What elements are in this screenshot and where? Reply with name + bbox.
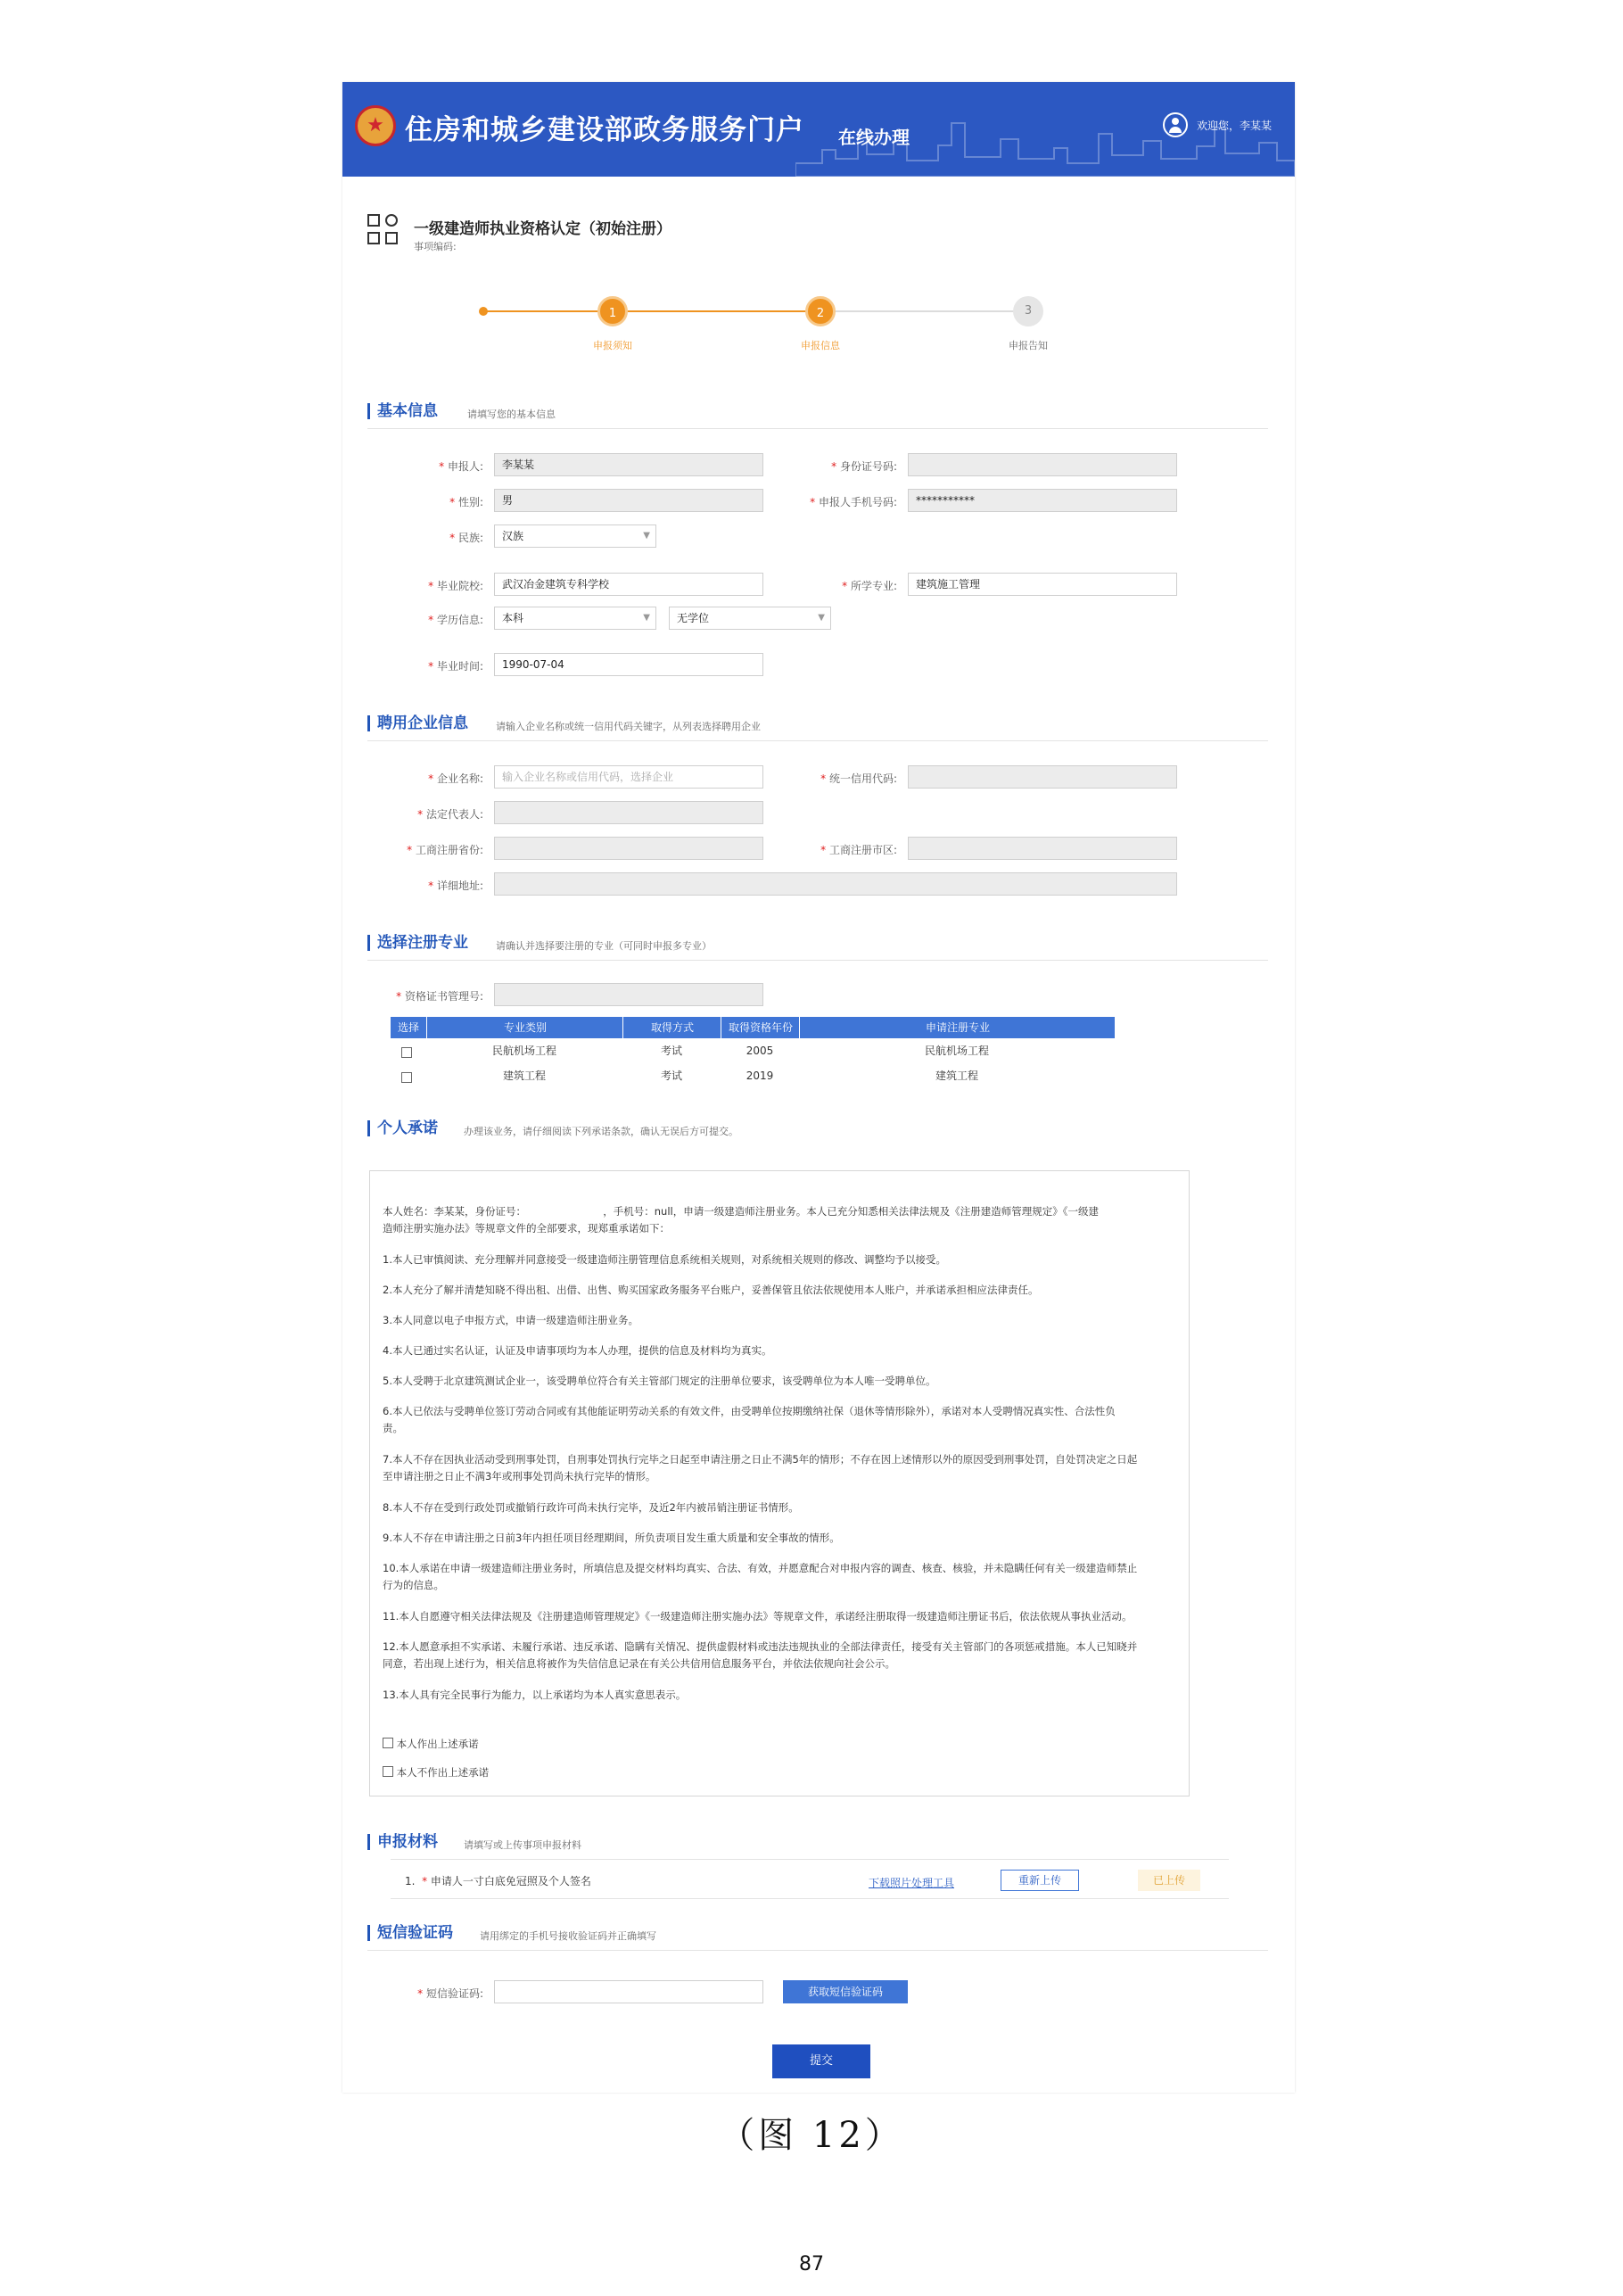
material-name: 申请人一寸白底免冠照及个人签名 <box>430 1875 591 1887</box>
credit-code-field[interactable] <box>908 765 1177 789</box>
promise-option-no-label: 本人不作出上述承诺 <box>396 1766 490 1779</box>
section-title-materials: 申报材料 <box>367 1834 438 1850</box>
major-field[interactable]: 建筑施工管理 <box>908 573 1177 596</box>
promise-line: 4.本人已通过实名认证，认证及申请事项均为本人办理，提供的信息及材料均为真实。 <box>383 1344 772 1357</box>
col-apply: 申请注册专业 <box>799 1017 1116 1038</box>
school-label: * 毕业院校: <box>428 580 483 592</box>
cell-year: 2019 <box>746 1070 774 1082</box>
national-emblem-icon <box>355 105 396 146</box>
education-select-value: 本科 <box>502 612 524 624</box>
col-year: 取得资格年份 <box>721 1017 800 1038</box>
section-divider <box>367 740 1268 741</box>
graduation-label: * 毕业时间: <box>428 660 483 673</box>
col-select: 选择 <box>397 1021 419 1034</box>
city-label: * 工商注册市区: <box>820 844 897 856</box>
sms-code-input[interactable] <box>494 1980 763 2003</box>
address-label: * 详细地址: <box>428 880 483 892</box>
download-tool-link[interactable]: 下载照片处理工具 <box>869 1877 955 1889</box>
cert-number-field[interactable] <box>494 983 763 1006</box>
promise-option-yes[interactable] <box>383 1737 479 1751</box>
row-checkbox[interactable] <box>401 1047 412 1058</box>
checkbox-icon[interactable] <box>383 1738 393 1748</box>
credit-code-label: * 统一信用代码: <box>820 772 897 785</box>
ethnic-select-value: 汉族 <box>502 530 524 542</box>
promise-line: 8.本人不存在受到行政处罚或撤销行政许可尚未执行完毕，及近2年内被吊销注册证书情形。 <box>383 1501 799 1514</box>
chevron-down-icon: ▼ <box>818 613 825 623</box>
education-select[interactable] <box>494 607 656 630</box>
item-code-label: 事项编码: <box>414 241 457 252</box>
province-label: * 工商注册省份: <box>407 844 483 856</box>
school-field[interactable]: 武汉冶金建筑专科学校 <box>494 573 763 596</box>
address-field[interactable] <box>494 872 1177 896</box>
user-avatar-icon[interactable] <box>1163 112 1188 137</box>
promise-line: 责。 <box>383 1422 403 1434</box>
ethnic-label: * 民族: <box>449 532 483 544</box>
company-name-placeholder: 输入企业名称或信用代码，选择企业 <box>502 771 674 783</box>
cell-category: 建筑工程 <box>502 1070 546 1082</box>
cell-year: 2005 <box>746 1045 774 1057</box>
promise-line: 11.本人自愿遵守相关法律法规及《注册建造师管理规定》《一级建造师注册实施办法》等规章文件，承诺经注册取得一级建造师注册证书后，依法依规从事执业活动。 <box>383 1610 1133 1623</box>
promise-line: 10.本人承诺在申请一级建造师注册业务时，所填信息及提交材料均真实、合法、有效，并愿意配合对申报内容的调查、核查、核验，并未隐瞒任何有关一级建造师禁止 <box>383 1562 1138 1574</box>
ethnic-select[interactable] <box>494 524 656 548</box>
col-category: 专业类别 <box>426 1017 623 1038</box>
row-checkbox[interactable] <box>401 1072 412 1083</box>
gender-label: * 性别: <box>449 496 483 508</box>
promise-line: 1.本人已审慎阅读、充分理解并同意接受一级建造师注册管理信息系统相关规则，对系统相关规则的修改、调整均予以接受。 <box>383 1253 946 1266</box>
promise-line: 行为的信息。 <box>383 1579 444 1591</box>
id-number-label: * 身份证号码: <box>831 460 897 473</box>
step-1-label: 申报须知 <box>593 340 632 351</box>
promise-option-no[interactable] <box>383 1765 489 1780</box>
apps-grid-icon <box>367 214 401 248</box>
promise-line: 至申请注册之日止不满3年或刑事处罚尚未执行完毕的情形。 <box>383 1470 656 1482</box>
site-subtitle: 在线办理 <box>838 127 910 148</box>
step-3-circle[interactable]: 3 <box>1013 296 1043 326</box>
step-3-label: 申报告知 <box>1009 340 1048 351</box>
section-hint-specialty: 请确认并选择要注册的专业（可同时申报多专业） <box>496 940 712 952</box>
page-number: 87 <box>799 2253 824 2275</box>
promise-option-yes-label: 本人作出上述承诺 <box>396 1738 479 1750</box>
cell-apply: 建筑工程 <box>935 1070 978 1082</box>
section-title-promise: 个人承诺 <box>367 1120 438 1136</box>
section-hint-promise: 办理该业务，请仔细阅读下列承诺条款，确认无误后方可提交。 <box>464 1126 738 1137</box>
section-divider <box>367 960 1268 961</box>
promise-line: 2.本人充分了解并清楚知晓不得出租、出借、出售、购买国家政务服务平台账户，妥善保管且依法依规使用本人账户，并承诺承担相应法律责任。 <box>383 1284 1039 1296</box>
step-remaining-line <box>820 310 1034 312</box>
table-row <box>391 1040 1115 1063</box>
get-sms-code-button[interactable]: 获取短信验证码 <box>783 1980 908 2003</box>
cell-method: 考试 <box>660 1045 682 1057</box>
section-divider <box>367 428 1268 429</box>
step-2-label: 申报信息 <box>801 340 840 351</box>
promise-line: 造师注册实施办法》等规章文件的全部要求，现郑重承诺如下： <box>383 1222 670 1235</box>
section-title-company: 聘用企业信息 <box>367 715 468 731</box>
promise-line: 3.本人同意以电子申报方式，申请一级建造师注册业务。 <box>383 1314 638 1326</box>
reupload-button[interactable]: 重新上传 <box>1001 1870 1079 1891</box>
site-header <box>342 82 1295 177</box>
legal-rep-field[interactable] <box>494 801 763 824</box>
section-hint-materials: 请填写或上传事项申报材料 <box>464 1839 581 1851</box>
promise-line: 5.本人受聘于北京建筑测试企业一，该受聘单位符合有关主管部门规定的注册单位要求，该受聘单位为本人唯一受聘单位。 <box>383 1375 936 1387</box>
section-divider <box>367 1950 1268 1951</box>
promise-text-box <box>369 1170 1190 1796</box>
company-name-input[interactable] <box>494 765 763 789</box>
degree-select-value: 无学位 <box>677 612 710 624</box>
material-index: 1. <box>405 1875 416 1887</box>
figure-caption: （图 12） <box>719 2115 904 2156</box>
city-field[interactable] <box>908 837 1177 860</box>
table-row <box>391 1065 1115 1088</box>
promise-line: 12.本人愿意承担不实承诺、未履行承诺、违反承诺、隐瞒有关情况、提供虚假材料或违法违规执业的全部法律责任，接受有关主管部门的各项惩戒措施。本人已知晓并 <box>383 1640 1138 1653</box>
id-number-field[interactable] <box>908 453 1177 476</box>
section-divider <box>391 1859 1229 1860</box>
welcome-text: 欢迎您，李某某 <box>1197 120 1273 132</box>
major-label: * 所学专业: <box>842 580 897 592</box>
step-2-circle[interactable]: 2 <box>805 296 836 326</box>
specialty-table-header <box>391 1017 1115 1038</box>
legal-rep-label: * 法定代表人: <box>417 808 483 821</box>
promise-line: 同意，若出现上述行为，相关信息将被作为失信信息记录在有关公共信用信息服务平台，并依法依规向社会公示。 <box>383 1657 895 1670</box>
promise-line: 13.本人具有完全民事行为能力，以上承诺均为本人真实意思表示。 <box>383 1689 687 1701</box>
chevron-down-icon: ▼ <box>643 613 650 623</box>
chevron-down-icon: ▼ <box>643 531 650 541</box>
applicant-field[interactable]: 李某某 <box>494 453 763 476</box>
graduation-date-field[interactable]: 1990-07-04 <box>494 653 763 676</box>
sms-code-label: * 短信验证码: <box>417 1987 483 2000</box>
cell-category: 民航机场工程 <box>491 1045 556 1057</box>
phone-label: * 申报人手机号码: <box>810 496 897 508</box>
section-hint-basic: 请填写您的基本信息 <box>467 409 556 420</box>
phone-field[interactable]: *********** <box>908 489 1177 512</box>
step-1-circle[interactable]: 1 <box>597 296 628 326</box>
material-item: 1. * 申请人一寸白底免冠照及个人签名 <box>405 1875 591 1887</box>
section-hint-sms: 请用绑定的手机号接收验证码并正确填写 <box>480 1930 656 1942</box>
province-field[interactable] <box>494 837 763 860</box>
cert-number-label: * 资格证书管理号: <box>396 990 483 1003</box>
step-start-dot <box>479 307 488 316</box>
section-title-basic: 基本信息 <box>367 403 438 419</box>
section-divider <box>391 1898 1229 1899</box>
company-name-label: * 企业名称: <box>428 772 483 785</box>
col-method: 取得方式 <box>622 1017 721 1038</box>
promise-line: 本人姓名：李某某，身份证号： ，手机号：null，申请一级建造师注册业务。本人已充分知悉相关法律法规及《注册建造师管理规定》《一级建 <box>383 1205 1099 1218</box>
screenshot-frame <box>342 82 1295 2093</box>
step-progress-line <box>483 310 820 312</box>
promise-line: 6.本人已依法与受聘单位签订劳动合同或有其他能证明劳动关系的有效文件，由受聘单位按期缴纳社保（退休等情形除外），承诺对本人受聘情况真实性、合法性负 <box>383 1405 1116 1417</box>
section-title-sms: 短信验证码 <box>367 1925 453 1941</box>
gender-field[interactable]: 男 <box>494 489 763 512</box>
section-title-specialty: 选择注册专业 <box>367 935 468 951</box>
cell-apply: 民航机场工程 <box>924 1045 989 1057</box>
section-hint-company: 请输入企业名称或统一信用代码关键字，从列表选择聘用企业 <box>496 721 761 732</box>
submit-button[interactable]: 提交 <box>772 2044 870 2078</box>
education-label: * 学历信息: <box>428 614 483 626</box>
promise-line: 9.本人不存在申请注册之日前3年内担任项目经理期间，所负责项目发生重大质量和安全事故的情形。 <box>383 1532 840 1544</box>
degree-select[interactable] <box>669 607 831 630</box>
item-title: 一级建造师执业资格认定（初始注册） <box>414 220 671 238</box>
promise-line: 7.本人不存在因执业活动受到刑事处罚，自刑事处罚执行完毕之日起至申请注册之日止不满5年的情形；不存在因上述情形以外的原因受到刑事处罚，自处罚决定之日起 <box>383 1453 1138 1466</box>
applicant-label: * 申报人: <box>439 460 483 473</box>
cell-method: 考试 <box>660 1070 682 1082</box>
upload-status-badge: 已上传 <box>1138 1870 1200 1891</box>
checkbox-icon[interactable] <box>383 1766 393 1777</box>
site-title: 住房和城乡建设部政务服务门户 <box>405 114 804 146</box>
